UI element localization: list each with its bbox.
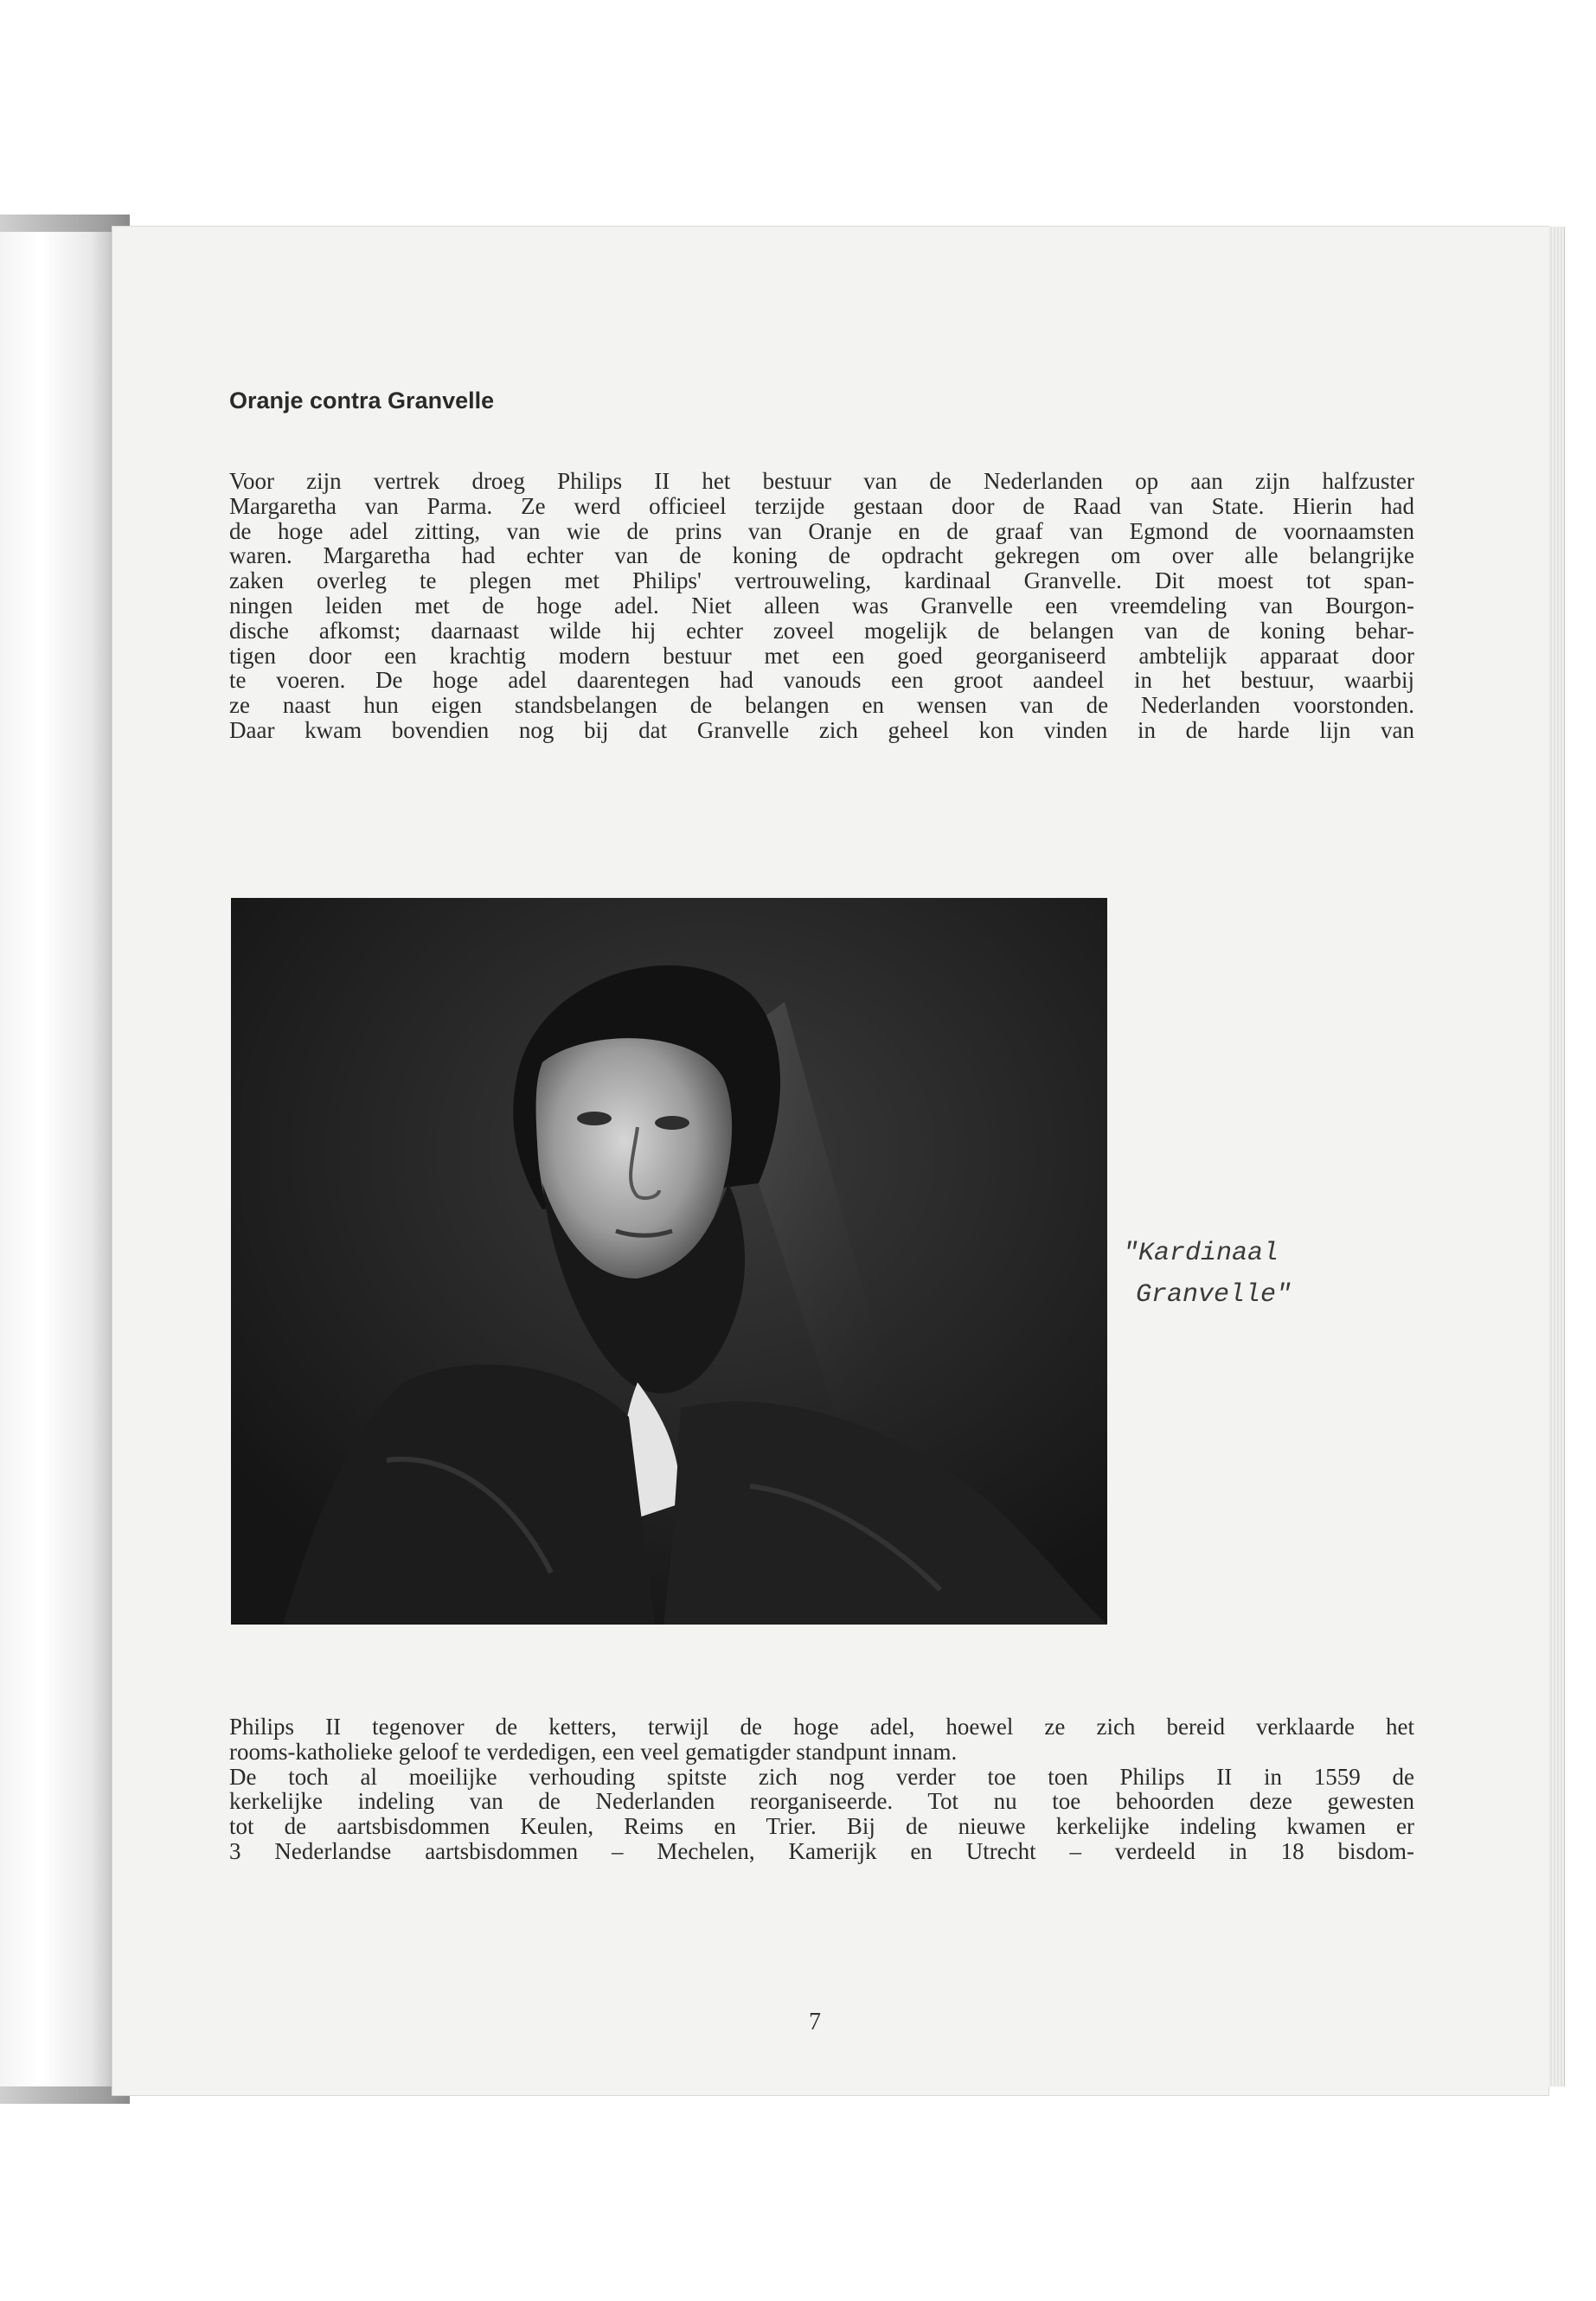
text-line: Daar kwam bovendien nog bij dat Granvelle zich geheel kon vinden in de harde lijn van [229,716,1414,743]
text-line: kerkelijke indeling van de Nederlanden reorganiseerde. Tot nu toe behoorden deze gewesten [229,1788,1414,1815]
text-line: de hoge adel zitting, van wie de prins van Oranje en de graaf van Egmond de voornaamsten [229,517,1414,544]
text-line: rooms-katholieke geloof te verdedigen, een veel gematigder standpunt innam. [229,1738,958,1765]
section-heading: Oranje contra Granvelle [229,388,495,413]
text-line: Philips II tegenover de ketters, terwijl de hoge adel, hoewel ze zich bereid verklaarde het [229,1714,1414,1740]
caption-line: Granvelle" [1136,1280,1292,1310]
text-line: te voeren. De hoge adel daarentegen had vanouds een groot aandeel in het bestuur, waarbij [229,667,1414,694]
text-line: dische afkomst; daarnaast wilde hij echter zoveel mogelijk de belangen van de koning behar- [229,617,1414,644]
paragraph-intro [229,469,1414,743]
page-number: 7 [809,2009,821,2035]
book-spine [0,221,117,2098]
text-line: ze naast hun eigen standsbelangen de belangen en wensen van de Nederlanden voorstonden. [229,692,1414,719]
text-line: 3 Nederlandse aartsbisdommen – Mechelen, Kamerijk en Utrecht – verdeeld in 18 bisdom- [229,1837,1414,1864]
text-line: waren. Margaretha had echter van de koning de opdracht gekregen om over alle belangrijke [229,542,1414,569]
page-edges [1548,227,1565,2086]
caption-line: "Kardinaal [1123,1239,1279,1268]
text-line: Margaretha van Parma. Ze werd officieel terzijde gestaan door de Raad van State. Hierin had [229,492,1414,519]
text-line: De toch al moeilijke verhouding spitste zich nog verder toe toen Philips II in 1559 de [229,1763,1414,1790]
text-line: zaken overleg te plegen met Philips' vertrouweling, kardinaal Granvelle. Dit moest tot span- [229,567,1414,594]
text-line: tigen door een krachtig modern bestuur met een goed georganiseerd ambtelijk apparaat door [229,642,1414,669]
spine-band-bottom [0,2086,130,2104]
text-line: ningen leiden met de hoge adel. Niet alleen was Granvelle een vreemdeling van Bourgon- [229,592,1414,619]
paragraph-continuation [229,1715,1414,1864]
portrait-photo-granvelle [231,898,1107,1625]
text-line: Voor zijn vertrek droeg Philips II het bestuur van de Nederlanden op aan zijn halfzuster [229,468,1414,494]
portrait-caption [1123,1233,1292,1316]
spine-band-top [0,215,130,232]
text-line: tot de aartsbisdommen Keulen, Reims en Trier. Bij de nieuwe kerkelijke indeling kwamen er [229,1813,1414,1840]
